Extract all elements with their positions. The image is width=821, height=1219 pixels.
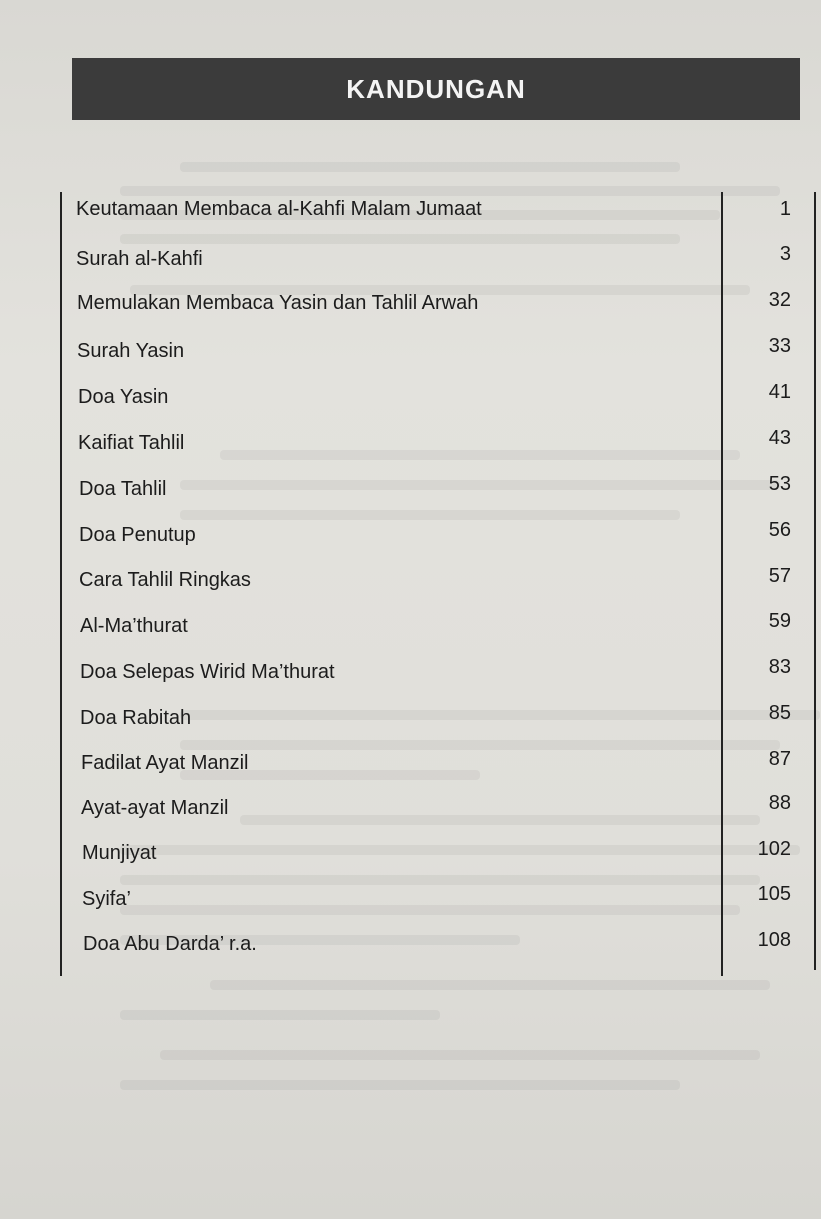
toc-row	[0, 335, 821, 365]
toc-page-number: 43	[768, 427, 791, 449]
toc-title: Fadilat Ayat Manzil	[81, 752, 249, 774]
toc-row	[0, 748, 821, 778]
toc-row	[0, 565, 821, 595]
toc-row	[0, 198, 821, 228]
toc-row	[0, 792, 821, 822]
toc-row	[0, 656, 821, 686]
toc-row	[0, 838, 821, 868]
toc-page-number: 1	[779, 198, 791, 220]
toc-row	[0, 243, 821, 273]
toc-page-number: 59	[768, 610, 791, 632]
toc-title: Ayat-ayat Manzil	[81, 797, 229, 819]
toc-title: Surah Yasin	[77, 340, 185, 362]
toc-title: Cara Tahlil Ringkas	[79, 569, 251, 591]
toc-page-number: 108	[757, 929, 791, 951]
toc-page-number: 57	[768, 565, 791, 587]
toc-page-number: 88	[768, 792, 791, 814]
toc-title: Kaifiat Tahlil	[78, 432, 185, 454]
toc-row	[0, 610, 821, 640]
toc-title: Doa Selepas Wirid Ma’thurat	[80, 661, 335, 683]
toc-page-number: 53	[768, 473, 791, 495]
toc-page-number: 102	[757, 838, 791, 860]
toc-title: Doa Rabitah	[80, 707, 192, 729]
toc-page-number: 83	[768, 656, 791, 678]
toc-row	[0, 427, 821, 457]
toc-title: Syifa’	[82, 888, 131, 910]
toc-page-number: 3	[779, 243, 791, 265]
toc-row	[0, 381, 821, 411]
toc-title: Al-Ma’thurat	[80, 615, 188, 637]
toc-title: Surah al-Kahfi	[76, 248, 203, 270]
toc-row	[0, 929, 821, 959]
toc-row	[0, 473, 821, 503]
toc-page-number: 87	[768, 748, 791, 770]
toc-row	[0, 702, 821, 732]
toc-title: Doa Tahlil	[79, 478, 167, 500]
toc-title: Memulakan Membaca Yasin dan Tahlil Arwah	[77, 292, 479, 314]
toc-page-number: 41	[768, 381, 791, 403]
page-title: KANDUNGAN	[72, 58, 800, 120]
toc-page-number: 33	[768, 335, 791, 357]
toc-page-number: 85	[768, 702, 791, 724]
toc-page-number: 32	[768, 289, 791, 311]
toc-title: Doa Abu Darda’ r.a.	[83, 933, 257, 955]
toc-row	[0, 519, 821, 549]
toc-title: Doa Penutup	[79, 524, 196, 546]
toc-row	[0, 289, 821, 319]
toc-page-number: 56	[768, 519, 791, 541]
toc-title: Doa Yasin	[78, 386, 169, 408]
toc-title: Keutamaan Membaca al-Kahfi Malam Jumaat	[76, 198, 482, 220]
toc-row	[0, 883, 821, 913]
toc-page-number: 105	[757, 883, 791, 905]
toc-title: Munjiyat	[82, 842, 157, 864]
